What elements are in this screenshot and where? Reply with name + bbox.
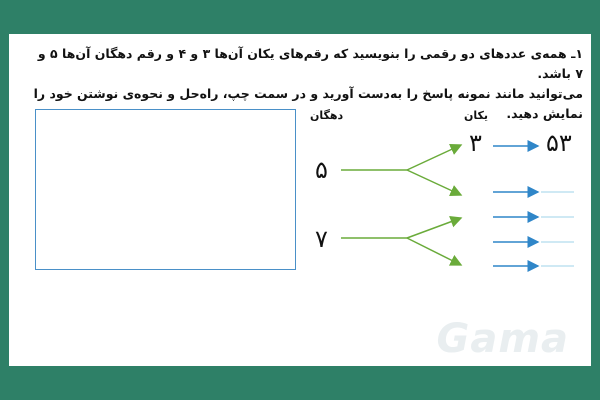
- branch-down-1: [407, 170, 461, 195]
- tens-digit-7: ۷: [315, 225, 328, 253]
- question-line-2: می‌توانید مانند نمونه پاسخ را به‌دست آورید و در سمت چپ، راه‌حل و نحوه‌ی نوشتن خود را نمایش دهید.: [33, 86, 583, 121]
- tens-digit-5: ۵: [315, 156, 328, 184]
- ones-label: یکان: [464, 109, 489, 122]
- example-result: ۵۳: [546, 129, 572, 157]
- example-ones-digit: ۳: [469, 129, 482, 157]
- slide-canvas: [9, 34, 591, 366]
- question-line-1: ۱ـ همه‌ی عددهای دو رقمی را بنویسید که رقم‌های یکان آن‌ها ۳ و ۴ و رقم دهگان آن‌ها ۵ و ۷ باشد.: [37, 46, 583, 81]
- branch-down-2: [407, 238, 461, 265]
- branch-up-1: [407, 145, 461, 170]
- gama-logo: Gama: [436, 316, 569, 362]
- tens-label: دهگان: [310, 109, 344, 122]
- branch-up-2: [407, 218, 461, 238]
